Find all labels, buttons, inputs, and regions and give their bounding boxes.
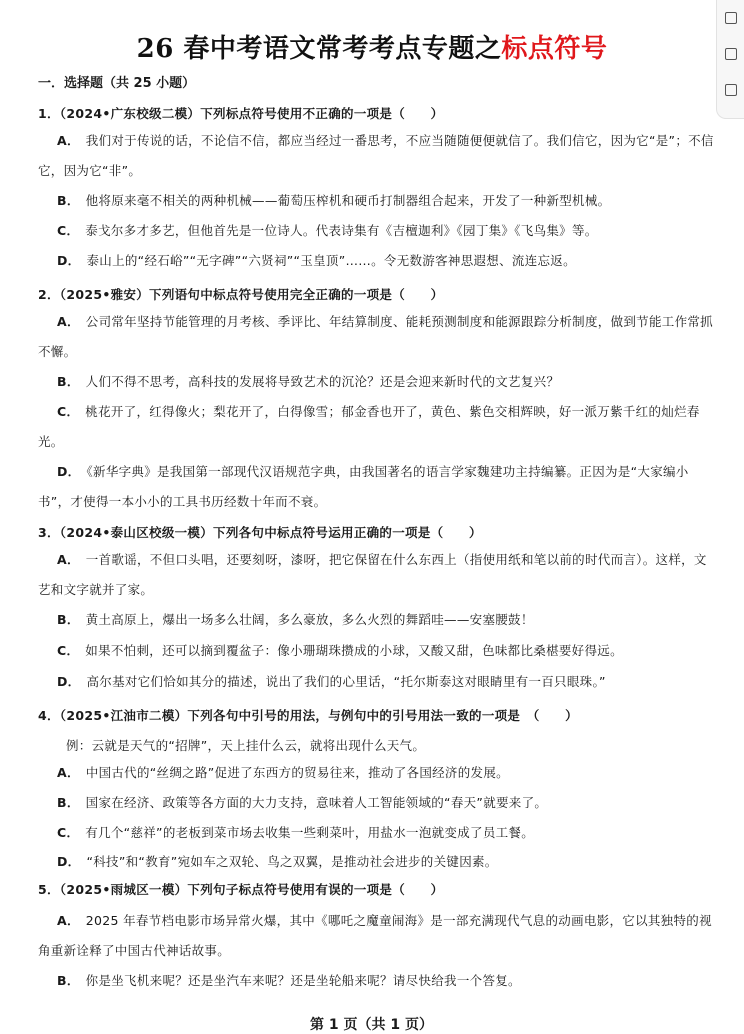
question-4-example: 例：云就是天气的“招牌”，天上挂什么云，就将出现什么天气。 bbox=[66, 738, 426, 753]
title-highlight: 标点符号 bbox=[501, 34, 608, 64]
question-5-option-a: A． 2025 年春节档电影市场异常火爆，其中《哪吒之魔童闹海》是一部充满现代气息的动画电影，它以其独特的视角重新诠释了中国古代神话故事。 bbox=[38, 913, 712, 958]
question-4-option-a: A． 中国古代的“丝绸之路”促进了东西方的贸易往来，推动了各国经济的发展。 bbox=[57, 765, 509, 780]
question-1-stem: 1．（2024•广东校级二模）下列标点符号使用不正确的一项是（ ） bbox=[38, 106, 444, 121]
page-title bbox=[0, 28, 744, 65]
question-4-option-d: D． “科技”和“教育”宛如车之双轮、鸟之双翼，是推动社会进步的关键因素。 bbox=[57, 854, 498, 869]
side-toolbar bbox=[716, 0, 744, 119]
page-footer: 第 1 页（共 1 页） bbox=[310, 1017, 433, 1033]
question-2-stem: 2．（2025•雅安）下列语句中标点符号使用完全正确的一项是（ ） bbox=[38, 287, 444, 302]
copy-icon[interactable] bbox=[725, 84, 737, 96]
question-4-option-b: B． 国家在经济、政策等各方面的大力支持，意味着人工智能领域的“春天”就要来了。 bbox=[57, 795, 548, 810]
copy-icon[interactable] bbox=[725, 48, 737, 60]
question-3-option-c: C． 如果不怕刺，还可以摘到覆盆子：像小珊瑚珠攒成的小球，又酸又甜，色味都比桑椹要好得远。 bbox=[57, 643, 623, 658]
question-1-option-b: B． 他将原来毫不相关的两种机械——葡萄压榨机和硬币打制器组合起来，开发了一种新型机械。 bbox=[57, 193, 611, 208]
question-2-option-b: B． 人们不得不思考，高科技的发展将导致艺术的沉沦？还是会迎来新时代的文艺复兴？ bbox=[57, 374, 560, 389]
question-4-option-c: C． 有几个“慈祥”的老板到菜市场去收集一些剩菜叶，用盐水一泡就变成了员工餐。 bbox=[57, 825, 535, 840]
question-5-option-b: B． 你是坐飞机来呢？还是坐汽车来呢？还是坐轮船来呢？请尽快给我一个答复。 bbox=[57, 973, 521, 988]
question-2-option-c: C． 桃花开了，红得像火；梨花开了，白得像雪；郁金香也开了，黄色、紫色交相辉映，好一派万紫千红的灿烂春光。 bbox=[38, 404, 700, 449]
question-4-stem: 4．（2025•江油市二模）下列各句中引号的用法，与例句中的引号用法一致的一项是 （ ） bbox=[38, 708, 578, 723]
question-1-option-c: C． 泰戈尔多才多艺，但他首先是一位诗人。代表诗集有《吉檀迦利》《园丁集》《飞鸟集》等。 bbox=[57, 223, 598, 238]
copy-icon[interactable] bbox=[725, 12, 737, 24]
question-1-option-d: D． 泰山上的“经石峪”“无字碑”“六贤祠”“玉皇顶”……。令无数游客神思遐想、流连忘返。 bbox=[57, 253, 576, 268]
question-1-option-a: A． 我们对于传说的话，不论信不信，都应当经过一番思考，不应当随随便便就信了。我们信它，因为它“是”；不信它，因为它“非”。 bbox=[38, 133, 714, 178]
question-3-option-b: B． 黄土高原上，爆出一场多么壮阔，多么豪放，多么火烈的舞蹈哇——安塞腰鼓！ bbox=[57, 612, 534, 627]
question-3-option-a: A． 一首歌谣，不但口头唱，还要刻呀，漆呀，把它保留在什么东西上（指使用纸和笔以前的时代而言）。这样，文艺和文字就并了家。 bbox=[38, 552, 707, 597]
question-2-option-d: D． 《新华字典》是我国第一部现代汉语规范字典，由我国著名的语言学家魏建功主持编纂。正因为是“大家编小书”，才使得一本小小的工具书历经数十年而不衰。 bbox=[38, 464, 689, 509]
question-2-option-a: A． 公司常年坚持节能管理的月考核、季评比、年结算制度、能耗预测制度和能源跟踪分析制度，做到节能工作常抓不懈。 bbox=[38, 314, 713, 359]
question-3-option-d: D． 高尔基对它们恰如其分的描述，说出了我们的心里话，“托尔斯泰这对眼睛里有一百只眼珠。” bbox=[57, 674, 606, 689]
section-heading: 一．选择题（共 25 小题） bbox=[38, 76, 196, 91]
title-main: 26 春中考语文常考考点专题之 bbox=[136, 34, 502, 64]
question-3-stem: 3．（2024•泰山区校级一模）下列各句中标点符号运用正确的一项是（ ） bbox=[38, 525, 482, 540]
question-5-stem: 5．（2025•雨城区一模）下列句子标点符号使用有误的一项是（ ） bbox=[38, 882, 444, 897]
